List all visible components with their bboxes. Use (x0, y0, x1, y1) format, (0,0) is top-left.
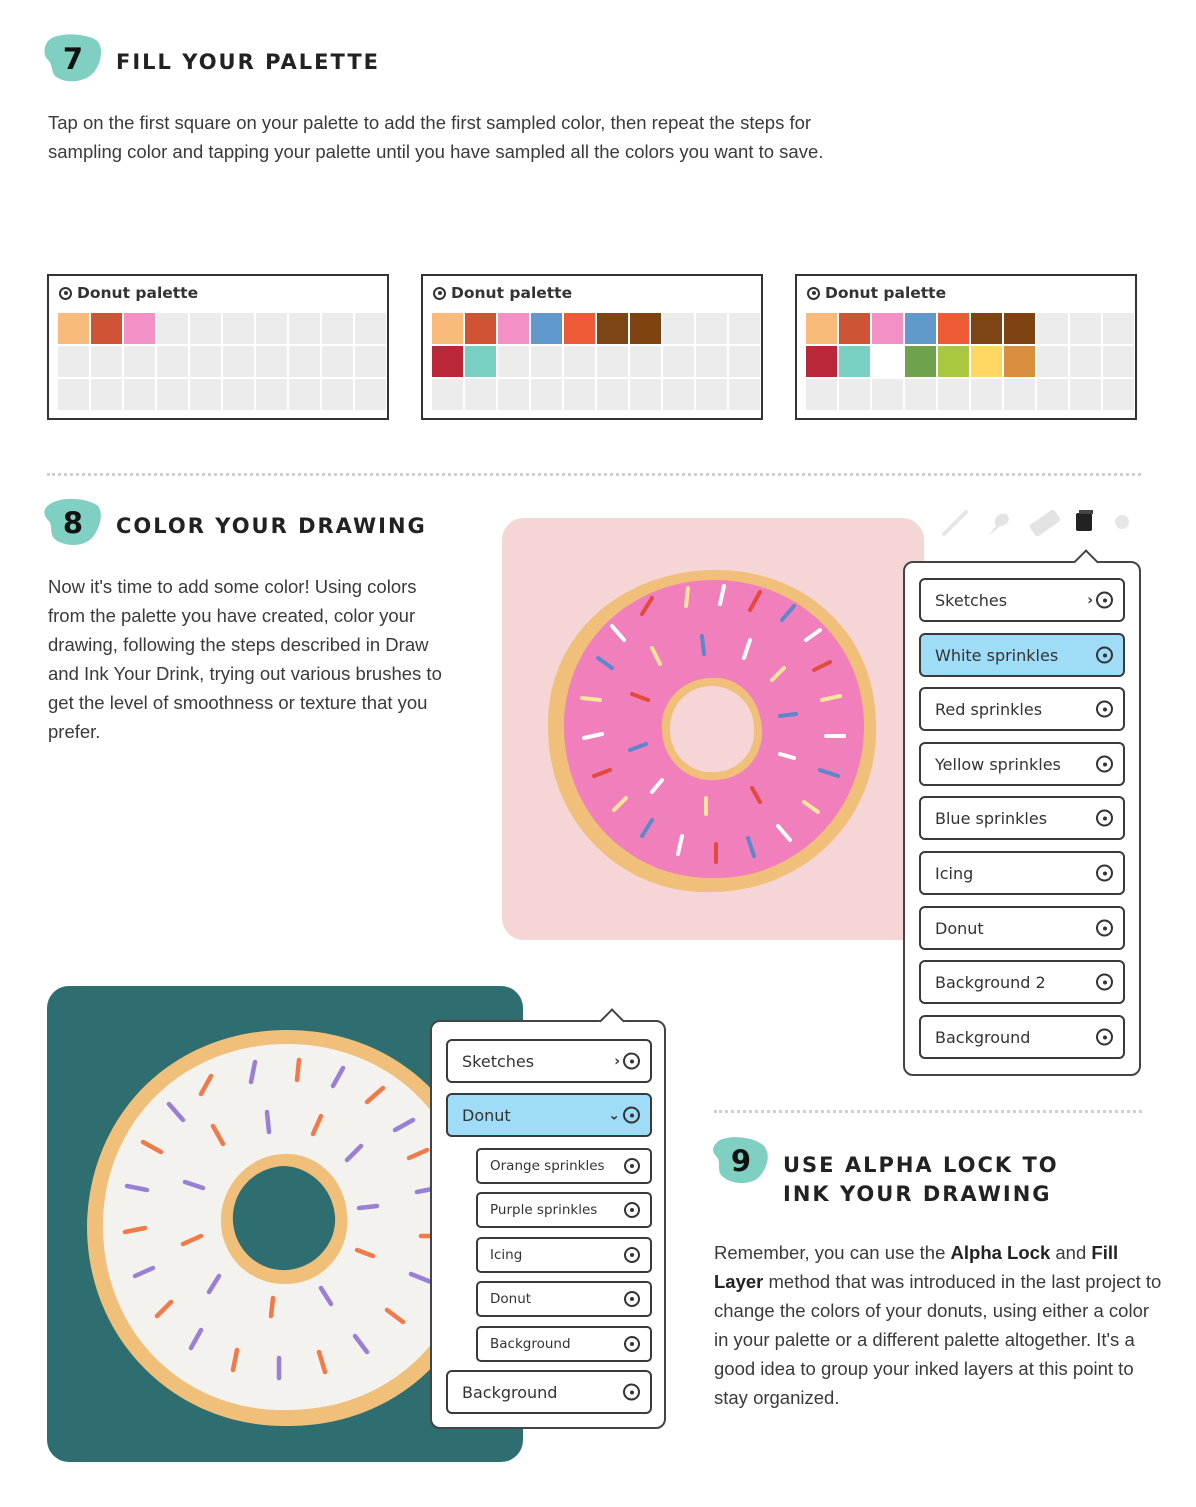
palette-swatch[interactable] (872, 379, 903, 410)
palette-swatch[interactable] (806, 379, 837, 410)
visibility-target-icon[interactable] (1096, 592, 1113, 609)
layer-label: Orange sprinkles (490, 1158, 605, 1174)
palette-swatch[interactable] (322, 379, 353, 410)
palette-swatch[interactable] (498, 346, 529, 377)
palette-title: Donut palette (825, 284, 947, 302)
pink-donut-illustration (502, 518, 924, 940)
palette-swatch[interactable] (256, 346, 287, 377)
layer-label: Background (462, 1382, 558, 1402)
palette-swatch[interactable] (465, 313, 496, 344)
layer-row[interactable] (919, 687, 1125, 731)
layer-row[interactable] (919, 633, 1125, 677)
target-icon[interactable] (433, 287, 446, 300)
palette-swatch[interactable] (289, 379, 320, 410)
palette-swatch[interactable] (971, 346, 1002, 377)
palette-swatch[interactable] (531, 313, 562, 344)
layer-label: Icing (935, 863, 974, 883)
divider (714, 1110, 1142, 1113)
layer-row[interactable] (446, 1370, 652, 1414)
layer-row[interactable] (446, 1093, 652, 1137)
visibility-target-icon[interactable] (1096, 647, 1113, 664)
layer-label: Red sprinkles (935, 699, 1043, 719)
layer-label: Purple sprinkles (490, 1202, 598, 1218)
layer-row[interactable] (476, 1148, 652, 1184)
visibility-target-icon[interactable] (624, 1336, 640, 1352)
layer-row[interactable] (919, 960, 1125, 1004)
swatch-grid (432, 313, 760, 410)
step-9-title-line-1: USE ALPHA LOCK TO (783, 1153, 1059, 1177)
palette-swatch[interactable] (806, 313, 837, 344)
palette-swatch[interactable] (839, 379, 870, 410)
palette-swatch[interactable] (223, 346, 254, 377)
palette-swatch[interactable] (322, 346, 353, 377)
visibility-target-icon[interactable] (1096, 974, 1113, 991)
palette-swatch[interactable] (465, 379, 496, 410)
chevron-right-icon[interactable]: › (1087, 592, 1093, 608)
palette-swatch[interactable] (58, 313, 89, 344)
palette-swatch[interactable] (91, 313, 122, 344)
visibility-target-icon[interactable] (1096, 701, 1113, 718)
palette-swatch[interactable] (190, 379, 221, 410)
palette-swatch[interactable] (839, 313, 870, 344)
divider (47, 473, 1141, 476)
palette-swatch[interactable] (1037, 379, 1068, 410)
palette-swatch[interactable] (1103, 346, 1134, 377)
palette-swatch[interactable] (531, 379, 562, 410)
layer-label: Background (935, 1027, 1031, 1047)
palette-swatch[interactable] (905, 346, 936, 377)
visibility-target-icon[interactable] (623, 1384, 640, 1401)
step-9-number: 9 (730, 1144, 752, 1178)
step-7-title: FILL YOUR PALETTE (116, 50, 380, 74)
palette-swatch[interactable] (1103, 379, 1134, 410)
eraser-icon[interactable] (1029, 509, 1062, 538)
palette-swatch[interactable] (124, 379, 155, 410)
step-8-title: COLOR YOUR DRAWING (116, 514, 427, 538)
target-icon[interactable] (807, 287, 820, 300)
palette-swatch[interactable] (157, 379, 188, 410)
palette-title: Donut palette (77, 284, 199, 302)
palette-swatch[interactable] (157, 346, 188, 377)
step-7-badge (42, 32, 104, 86)
palette-swatch[interactable] (432, 379, 463, 410)
chevron-right-icon[interactable]: › (614, 1053, 620, 1069)
visibility-target-icon[interactable] (1096, 1029, 1113, 1046)
palette-swatch[interactable] (1037, 313, 1068, 344)
target-icon[interactable] (59, 287, 72, 300)
layer-label: Donut (935, 918, 984, 938)
step-8-number: 8 (62, 506, 84, 540)
palette-swatch[interactable] (971, 313, 1002, 344)
palette-swatch[interactable] (190, 313, 221, 344)
layer-label: Donut (490, 1291, 532, 1307)
palette-swatch[interactable] (729, 346, 760, 377)
palette-swatch[interactable] (124, 346, 155, 377)
palette-2 (421, 274, 763, 420)
swatch-grid (58, 313, 386, 410)
step-9-body: Remember, you can use the Alpha Lock and Fill Layer method that was introduced in the last project to change the colors of your donuts, using either a color in your palette or a different palette altogether. It's a good idea to group your inked layers at this point to stay organized. (714, 1242, 1162, 1408)
step-7-number: 7 (62, 42, 84, 76)
palette-swatch[interactable] (1070, 379, 1101, 410)
palette-swatch[interactable] (289, 346, 320, 377)
palette-swatch[interactable] (355, 379, 386, 410)
layer-row[interactable] (446, 1039, 652, 1083)
palette-swatch[interactable] (91, 346, 122, 377)
layer-label: Blue sprinkles (935, 808, 1048, 828)
palette-swatch[interactable] (432, 313, 463, 344)
palette-swatch[interactable] (663, 379, 694, 410)
layer-row[interactable] (476, 1326, 652, 1362)
palette-swatch[interactable] (1070, 313, 1101, 344)
palette-swatch[interactable] (1004, 346, 1035, 377)
visibility-target-icon[interactable] (1096, 756, 1113, 773)
color-dot-icon[interactable] (1115, 515, 1129, 529)
visibility-target-icon[interactable] (1096, 920, 1113, 937)
chevron-down-icon[interactable]: ⌄ (608, 1107, 620, 1123)
step-7-body: Tap on the first square on your palette to add the first sampled color, then repeat the steps for sampling color and tapping your palette until you have sampled all the colors you want to save. (48, 112, 824, 162)
layer-row[interactable] (476, 1281, 652, 1317)
step-9-title-line-2: INK YOUR DRAWING (783, 1182, 1052, 1206)
palette-swatch[interactable] (663, 313, 694, 344)
palette-swatch[interactable] (597, 313, 628, 344)
layer-row[interactable] (919, 742, 1125, 786)
layer-label: Icing (490, 1247, 523, 1263)
layer-label: Yellow sprinkles (935, 754, 1061, 774)
palette-swatch[interactable] (256, 313, 287, 344)
step-9-badge (710, 1134, 772, 1188)
layers-panel-bottom (430, 1020, 666, 1429)
palette-swatch[interactable] (938, 346, 969, 377)
visibility-target-icon[interactable] (624, 1247, 640, 1263)
smudge-icon[interactable] (988, 514, 1009, 536)
layers-icon[interactable] (1076, 510, 1093, 531)
palette-swatch[interactable] (498, 379, 529, 410)
visibility-target-icon[interactable] (624, 1158, 640, 1174)
palette-swatch[interactable] (1004, 379, 1035, 410)
palette-swatch[interactable] (91, 379, 122, 410)
layer-label: Background 2 (935, 972, 1046, 992)
palette-swatch[interactable] (872, 313, 903, 344)
layer-label: Sketches (935, 590, 1008, 610)
palette-swatch[interactable] (872, 346, 903, 377)
palette-swatch[interactable] (124, 313, 155, 344)
layer-label: White sprinkles (935, 645, 1059, 665)
layer-row[interactable] (476, 1237, 652, 1273)
palette-swatch[interactable] (597, 346, 628, 377)
palette-swatch[interactable] (1037, 346, 1068, 377)
palette-swatch[interactable] (432, 346, 463, 377)
palette-swatch[interactable] (971, 379, 1002, 410)
fill-layer-term: Fill Layer (714, 1242, 1119, 1292)
palette-1 (47, 274, 389, 420)
layer-label: Background (490, 1336, 571, 1352)
layer-row[interactable] (476, 1192, 652, 1228)
palette-swatch[interactable] (355, 346, 386, 377)
layer-row[interactable] (919, 851, 1125, 895)
palette-swatch[interactable] (531, 346, 562, 377)
palette-swatch[interactable] (355, 313, 386, 344)
layer-row[interactable] (919, 1015, 1125, 1059)
visibility-target-icon[interactable] (1096, 865, 1113, 882)
step-8-badge (42, 496, 104, 550)
visibility-target-icon[interactable] (623, 1107, 640, 1124)
layer-row[interactable] (919, 578, 1125, 622)
palette-swatch[interactable] (58, 379, 89, 410)
layer-row[interactable] (919, 796, 1125, 840)
visibility-target-icon[interactable] (1096, 810, 1113, 827)
palette-swatch[interactable] (905, 379, 936, 410)
palette-swatch[interactable] (223, 313, 254, 344)
panel-caret (1073, 549, 1098, 574)
palette-swatch[interactable] (630, 313, 661, 344)
palette-swatch[interactable] (465, 346, 496, 377)
palette-swatch[interactable] (630, 379, 661, 410)
visibility-target-icon[interactable] (624, 1291, 640, 1307)
toolbar (938, 506, 1138, 540)
palette-swatch[interactable] (696, 379, 727, 410)
palette-swatch[interactable] (663, 346, 694, 377)
palette-title: Donut palette (451, 284, 573, 302)
step-8-body: Now it's time to add some color! Using colors from the palette you have created, color your drawing, following the steps described in Draw and Ink Your Drink, trying out various brushes to get the level of smoothness or texture that you prefer. (48, 576, 442, 742)
palette-swatch[interactable] (256, 379, 287, 410)
palette-swatch[interactable] (729, 313, 760, 344)
palette-swatch[interactable] (597, 379, 628, 410)
palette-swatch[interactable] (696, 313, 727, 344)
palette-swatch[interactable] (564, 313, 595, 344)
palette-swatch[interactable] (223, 379, 254, 410)
alpha-lock-term: Alpha Lock (950, 1242, 1051, 1263)
brush-icon[interactable] (944, 512, 966, 534)
palette-swatch[interactable] (905, 313, 936, 344)
palette-swatch[interactable] (190, 346, 221, 377)
palette-swatch[interactable] (938, 379, 969, 410)
layer-label: Donut (462, 1105, 511, 1125)
palette-3 (795, 274, 1137, 420)
palette-swatch[interactable] (1103, 313, 1134, 344)
palette-swatch[interactable] (938, 313, 969, 344)
layer-label: Sketches (462, 1051, 535, 1071)
palette-swatch[interactable] (564, 379, 595, 410)
palette-swatch[interactable] (630, 346, 661, 377)
palette-swatch[interactable] (564, 346, 595, 377)
panel-caret (599, 1008, 624, 1033)
visibility-target-icon[interactable] (624, 1202, 640, 1218)
palette-swatch[interactable] (1004, 313, 1035, 344)
visibility-target-icon[interactable] (623, 1053, 640, 1070)
palette-swatch[interactable] (322, 313, 353, 344)
palette-swatch[interactable] (157, 313, 188, 344)
layer-row[interactable] (919, 906, 1125, 950)
swatch-grid (806, 313, 1134, 410)
palette-swatch[interactable] (839, 346, 870, 377)
palette-swatch[interactable] (806, 346, 837, 377)
palette-swatch[interactable] (696, 346, 727, 377)
palette-swatch[interactable] (289, 313, 320, 344)
layers-panel-top (903, 561, 1141, 1076)
palette-swatch[interactable] (498, 313, 529, 344)
palette-swatch[interactable] (1070, 346, 1101, 377)
palette-swatch[interactable] (729, 379, 760, 410)
palette-swatch[interactable] (58, 346, 89, 377)
